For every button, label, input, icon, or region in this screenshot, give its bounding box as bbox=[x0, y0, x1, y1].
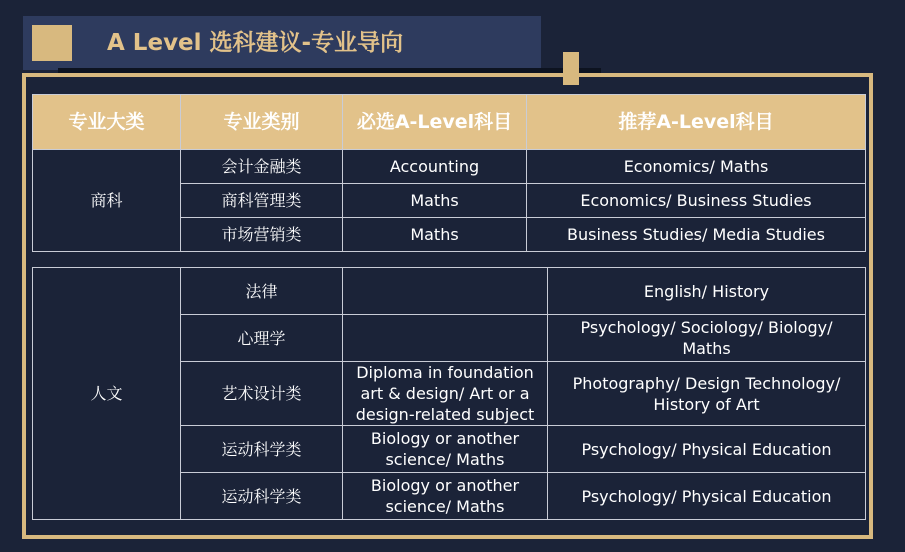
header-major-category: 专业大类 bbox=[33, 95, 181, 150]
recommended-cell: Psychology/ Sociology/ Biology/ Maths bbox=[548, 315, 866, 362]
major-type-cell: 市场营销类 bbox=[181, 218, 343, 252]
title-bar bbox=[23, 16, 541, 70]
recommended-cell: Psychology/ Physical Education bbox=[548, 426, 866, 473]
business-subject-table bbox=[32, 94, 866, 252]
major-type-cell: 法律 bbox=[181, 268, 343, 315]
major-type-cell: 会计金融类 bbox=[181, 150, 343, 184]
category-cell: 商科 bbox=[33, 150, 181, 252]
required-cell: Biology or another science/ Maths bbox=[343, 426, 548, 473]
frame-notch-decoration bbox=[563, 52, 579, 85]
major-type-cell: 商科管理类 bbox=[181, 184, 343, 218]
required-cell: Maths bbox=[343, 218, 527, 252]
table-row bbox=[33, 150, 866, 184]
header-required-subjects: 必选A-Level科目 bbox=[343, 95, 527, 150]
header-major-type: 专业类别 bbox=[181, 95, 343, 150]
major-type-cell: 艺术设计类 bbox=[181, 362, 343, 426]
recommended-cell: Economics/ Maths bbox=[527, 150, 866, 184]
required-cell: Accounting bbox=[343, 150, 527, 184]
humanities-subject-table bbox=[32, 267, 866, 520]
required-cell: Maths bbox=[343, 184, 527, 218]
recommended-cell: English/ History bbox=[548, 268, 866, 315]
page-title: A Level 选科建议-专业导向 bbox=[107, 30, 404, 56]
major-type-cell: 运动科学类 bbox=[181, 426, 343, 473]
required-cell bbox=[343, 268, 548, 315]
recommended-cell: Psychology/ Physical Education bbox=[548, 473, 866, 520]
major-type-cell: 运动科学类 bbox=[181, 473, 343, 520]
table-row bbox=[33, 268, 866, 315]
required-cell: Diploma in foundation art & design/ Art or a design-related subject bbox=[343, 362, 548, 426]
header-recommended-subjects: 推荐A-Level科目 bbox=[527, 95, 866, 150]
category-cell: 人文 bbox=[33, 268, 181, 520]
required-cell: Biology or another science/ Maths bbox=[343, 473, 548, 520]
recommended-cell: Business Studies/ Media Studies bbox=[527, 218, 866, 252]
table-header-row bbox=[33, 95, 866, 150]
major-type-cell: 心理学 bbox=[181, 315, 343, 362]
title-square-decoration bbox=[32, 25, 72, 61]
recommended-cell: Photography/ Design Technology/ History of Art bbox=[548, 362, 866, 426]
required-cell bbox=[343, 315, 548, 362]
recommended-cell: Economics/ Business Studies bbox=[527, 184, 866, 218]
